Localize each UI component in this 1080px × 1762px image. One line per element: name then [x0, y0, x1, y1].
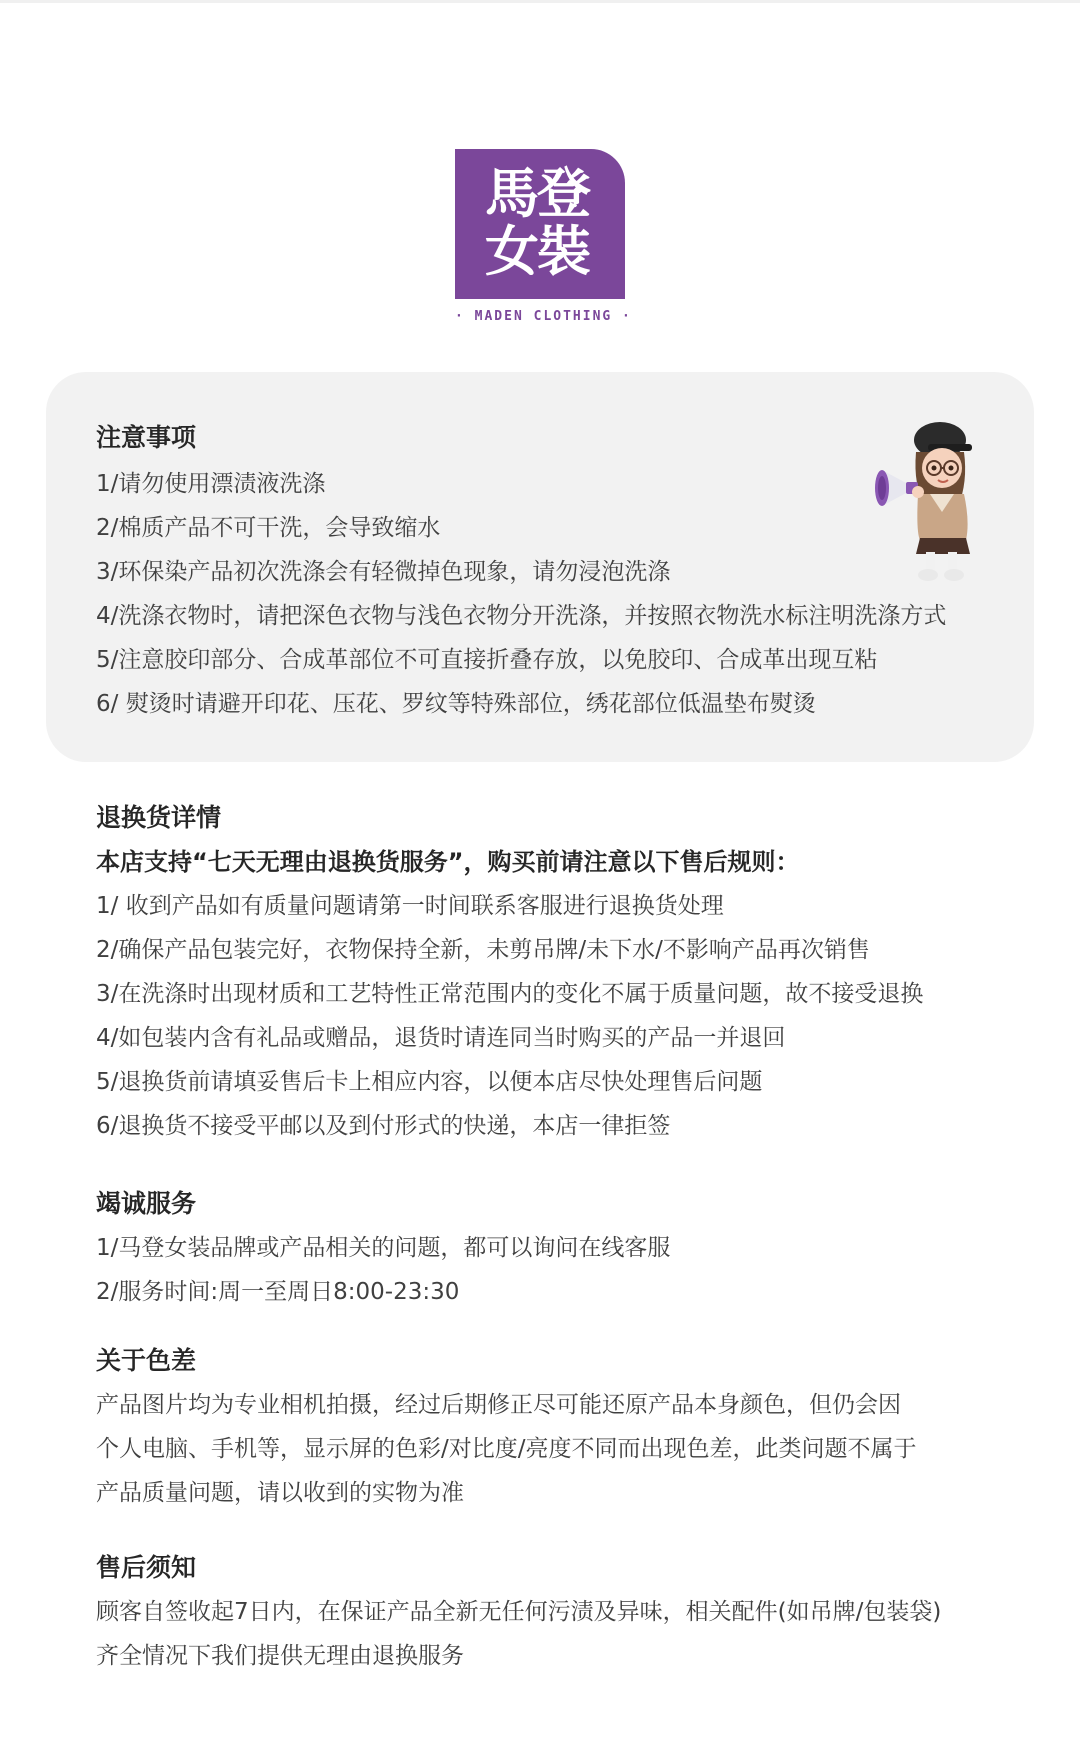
aftersale-title: 售后须知 — [96, 1553, 197, 1582]
top-divider — [0, 0, 1080, 3]
returns-section — [96, 800, 996, 1148]
service-section — [96, 1186, 996, 1314]
notice-title: 注意事项 — [96, 423, 197, 452]
returns-item: 3/在洗涤时出现材质和工艺特性正常范围内的变化不属于质量问题，故不接受退换 — [96, 981, 924, 1007]
brand-logo — [455, 149, 632, 324]
notice-item: 5/注意胶印部分、合成革部位不可直接折叠存放，以免胶印、合成革出现互粘 — [96, 647, 878, 673]
aftersale-line: 齐全情况下我们提供无理由退换服务 — [96, 1643, 464, 1669]
returns-headline: 本店支持“七天无理由退换货服务”，购买前请注意以下售后规则： — [96, 848, 800, 876]
service-item: 1/马登女装品牌或产品相关的问题，都可以询问在线客服 — [96, 1235, 671, 1261]
notice-item: 1/请勿使用漂渍液洗涤 — [96, 471, 326, 497]
returns-item: 4/如包装内含有礼品或赠品，退货时请连同当时购买的产品一并退回 — [96, 1025, 786, 1051]
color-line: 产品图片均为专业相机拍摄，经过后期修正尽可能还原产品本身颜色，但仍会因 — [96, 1392, 901, 1418]
logo-mark — [455, 149, 625, 299]
aftersale-section — [96, 1550, 996, 1678]
returns-item: 6/退换货不接受平邮以及到付形式的快递，本店一律拒签 — [96, 1113, 671, 1139]
returns-title: 退换货详情 — [96, 803, 222, 832]
logo-line-1: 馬登 — [485, 162, 589, 225]
service-item: 2/服务时间:周一至周日8:00-23:30 — [96, 1279, 460, 1305]
color-line: 产品质量问题，请以收到的实物为准 — [96, 1480, 464, 1506]
notice-item: 3/环保染产品初次洗涤会有轻微掉色现象，请勿浸泡洗涤 — [96, 559, 671, 585]
color-difference-section — [96, 1343, 996, 1515]
notice-item: 2/棉质产品不可干洗，会导致缩水 — [96, 515, 441, 541]
mascot-megaphone-illustration — [868, 412, 988, 587]
returns-item: 2/确保产品包装完好，衣物保持全新，未剪吊牌/未下水/不影响产品再次销售 — [96, 937, 870, 963]
logo-line-2: 女裝 — [485, 220, 589, 283]
returns-item: 1/ 收到产品如有质量问题请第一时间联系客服进行退换货处理 — [96, 893, 724, 919]
returns-item: 5/退换货前请填妥售后卡上相应内容，以便本店尽快处理售后问题 — [96, 1069, 763, 1095]
logo-subtitle: · MADEN CLOTHING · — [455, 309, 632, 324]
color-line: 个人电脑、手机等，显示屏的色彩/对比度/亮度不同而出现色差，此类问题不属于 — [96, 1436, 917, 1462]
notice-item: 6/ 熨烫时请避开印花、压花、罗纹等特殊部位，绣花部位低温垫布熨烫 — [96, 691, 816, 717]
color-title: 关于色差 — [96, 1346, 197, 1375]
notice-item: 4/洗涤衣物时，请把深色衣物与浅色衣物分开洗涤，并按照衣物洗水标注明洗涤方式 — [96, 603, 947, 629]
service-title: 竭诚服务 — [96, 1189, 197, 1218]
care-notice-card — [46, 372, 1034, 762]
aftersale-line: 顾客自签收起7日内，在保证产品全新无任何污渍及异味，相关配件(如吊牌/包装袋) — [96, 1599, 942, 1625]
